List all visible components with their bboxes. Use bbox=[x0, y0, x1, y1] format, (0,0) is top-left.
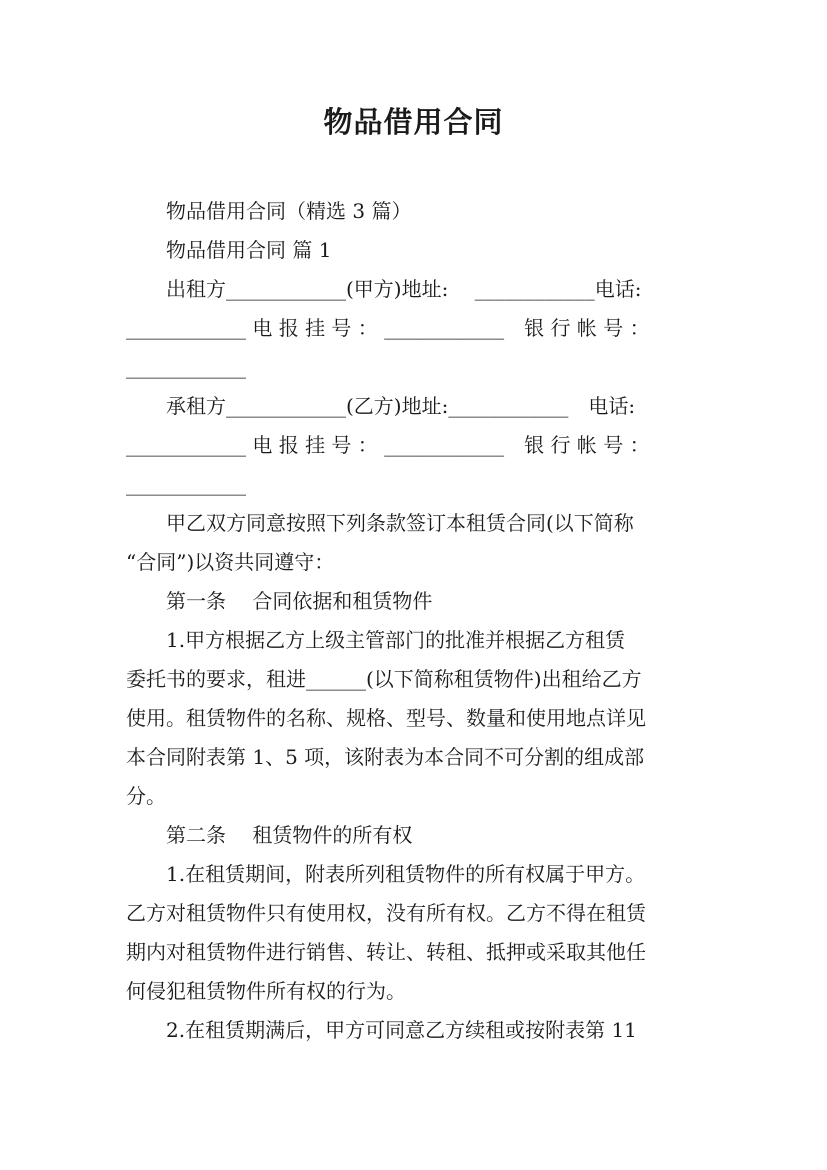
text-line: 委托书的要求，租进______(以下简称租赁物件)出租给乙方 bbox=[126, 667, 642, 691]
text-line: 第二条 租赁物件的所有权 bbox=[126, 823, 413, 847]
text-line: 1.甲方根据乙方上级主管部门的批准并根据乙方租赁 bbox=[126, 628, 626, 652]
text-line: ____________ bbox=[126, 472, 246, 496]
text-line: 出租方____________(甲方)地址: ____________电话: bbox=[126, 277, 642, 301]
text-line: 期内对租赁物件进行销售、转让、转租、抵押或采取其他任 bbox=[126, 940, 646, 964]
text-line: 1.在租赁期间，附表所列租赁物件的所有权属于甲方。 bbox=[126, 862, 646, 886]
text-line: 2.在租赁期满后，甲方可同意乙方续租或按附表第 11 bbox=[126, 1018, 637, 1042]
text-line: ____________ 电 报 挂 号 ： ____________ 银 行 帐 号 ： bbox=[126, 316, 650, 340]
text-line: 分。 bbox=[126, 784, 166, 808]
text-line: 使用。租赁物件的名称、规格、型号、数量和使用地点详见 bbox=[126, 706, 646, 730]
text-line: 何侵犯租赁物件所有权的行为。 bbox=[126, 979, 406, 1003]
text-line: 承租方____________(乙方)地址:____________ 电话: bbox=[126, 394, 636, 418]
text-line: ____________ bbox=[126, 355, 246, 379]
text-line: “合同”)以资共同遵守： bbox=[126, 550, 335, 574]
text-line: 甲乙双方同意按照下列条款签订本租赁合同(以下简称 bbox=[126, 511, 634, 535]
text-line: 物品借用合同（精选 3 篇） bbox=[126, 199, 412, 223]
text-line: 物品借用合同 篇 1 bbox=[126, 238, 332, 262]
text-line: 本合同附表第 1、5 项，该附表为本合同不可分割的组成部 bbox=[126, 745, 645, 769]
text-line: 乙方对租赁物件只有使用权，没有所有权。乙方不得在租赁 bbox=[126, 901, 646, 925]
text-line: 第一条 合同依据和租赁物件 bbox=[126, 589, 433, 613]
document-title: 物品借用合同 bbox=[323, 105, 504, 139]
text-line: ____________ 电 报 挂 号 ： ____________ 银 行 帐 号 ： bbox=[126, 433, 650, 457]
